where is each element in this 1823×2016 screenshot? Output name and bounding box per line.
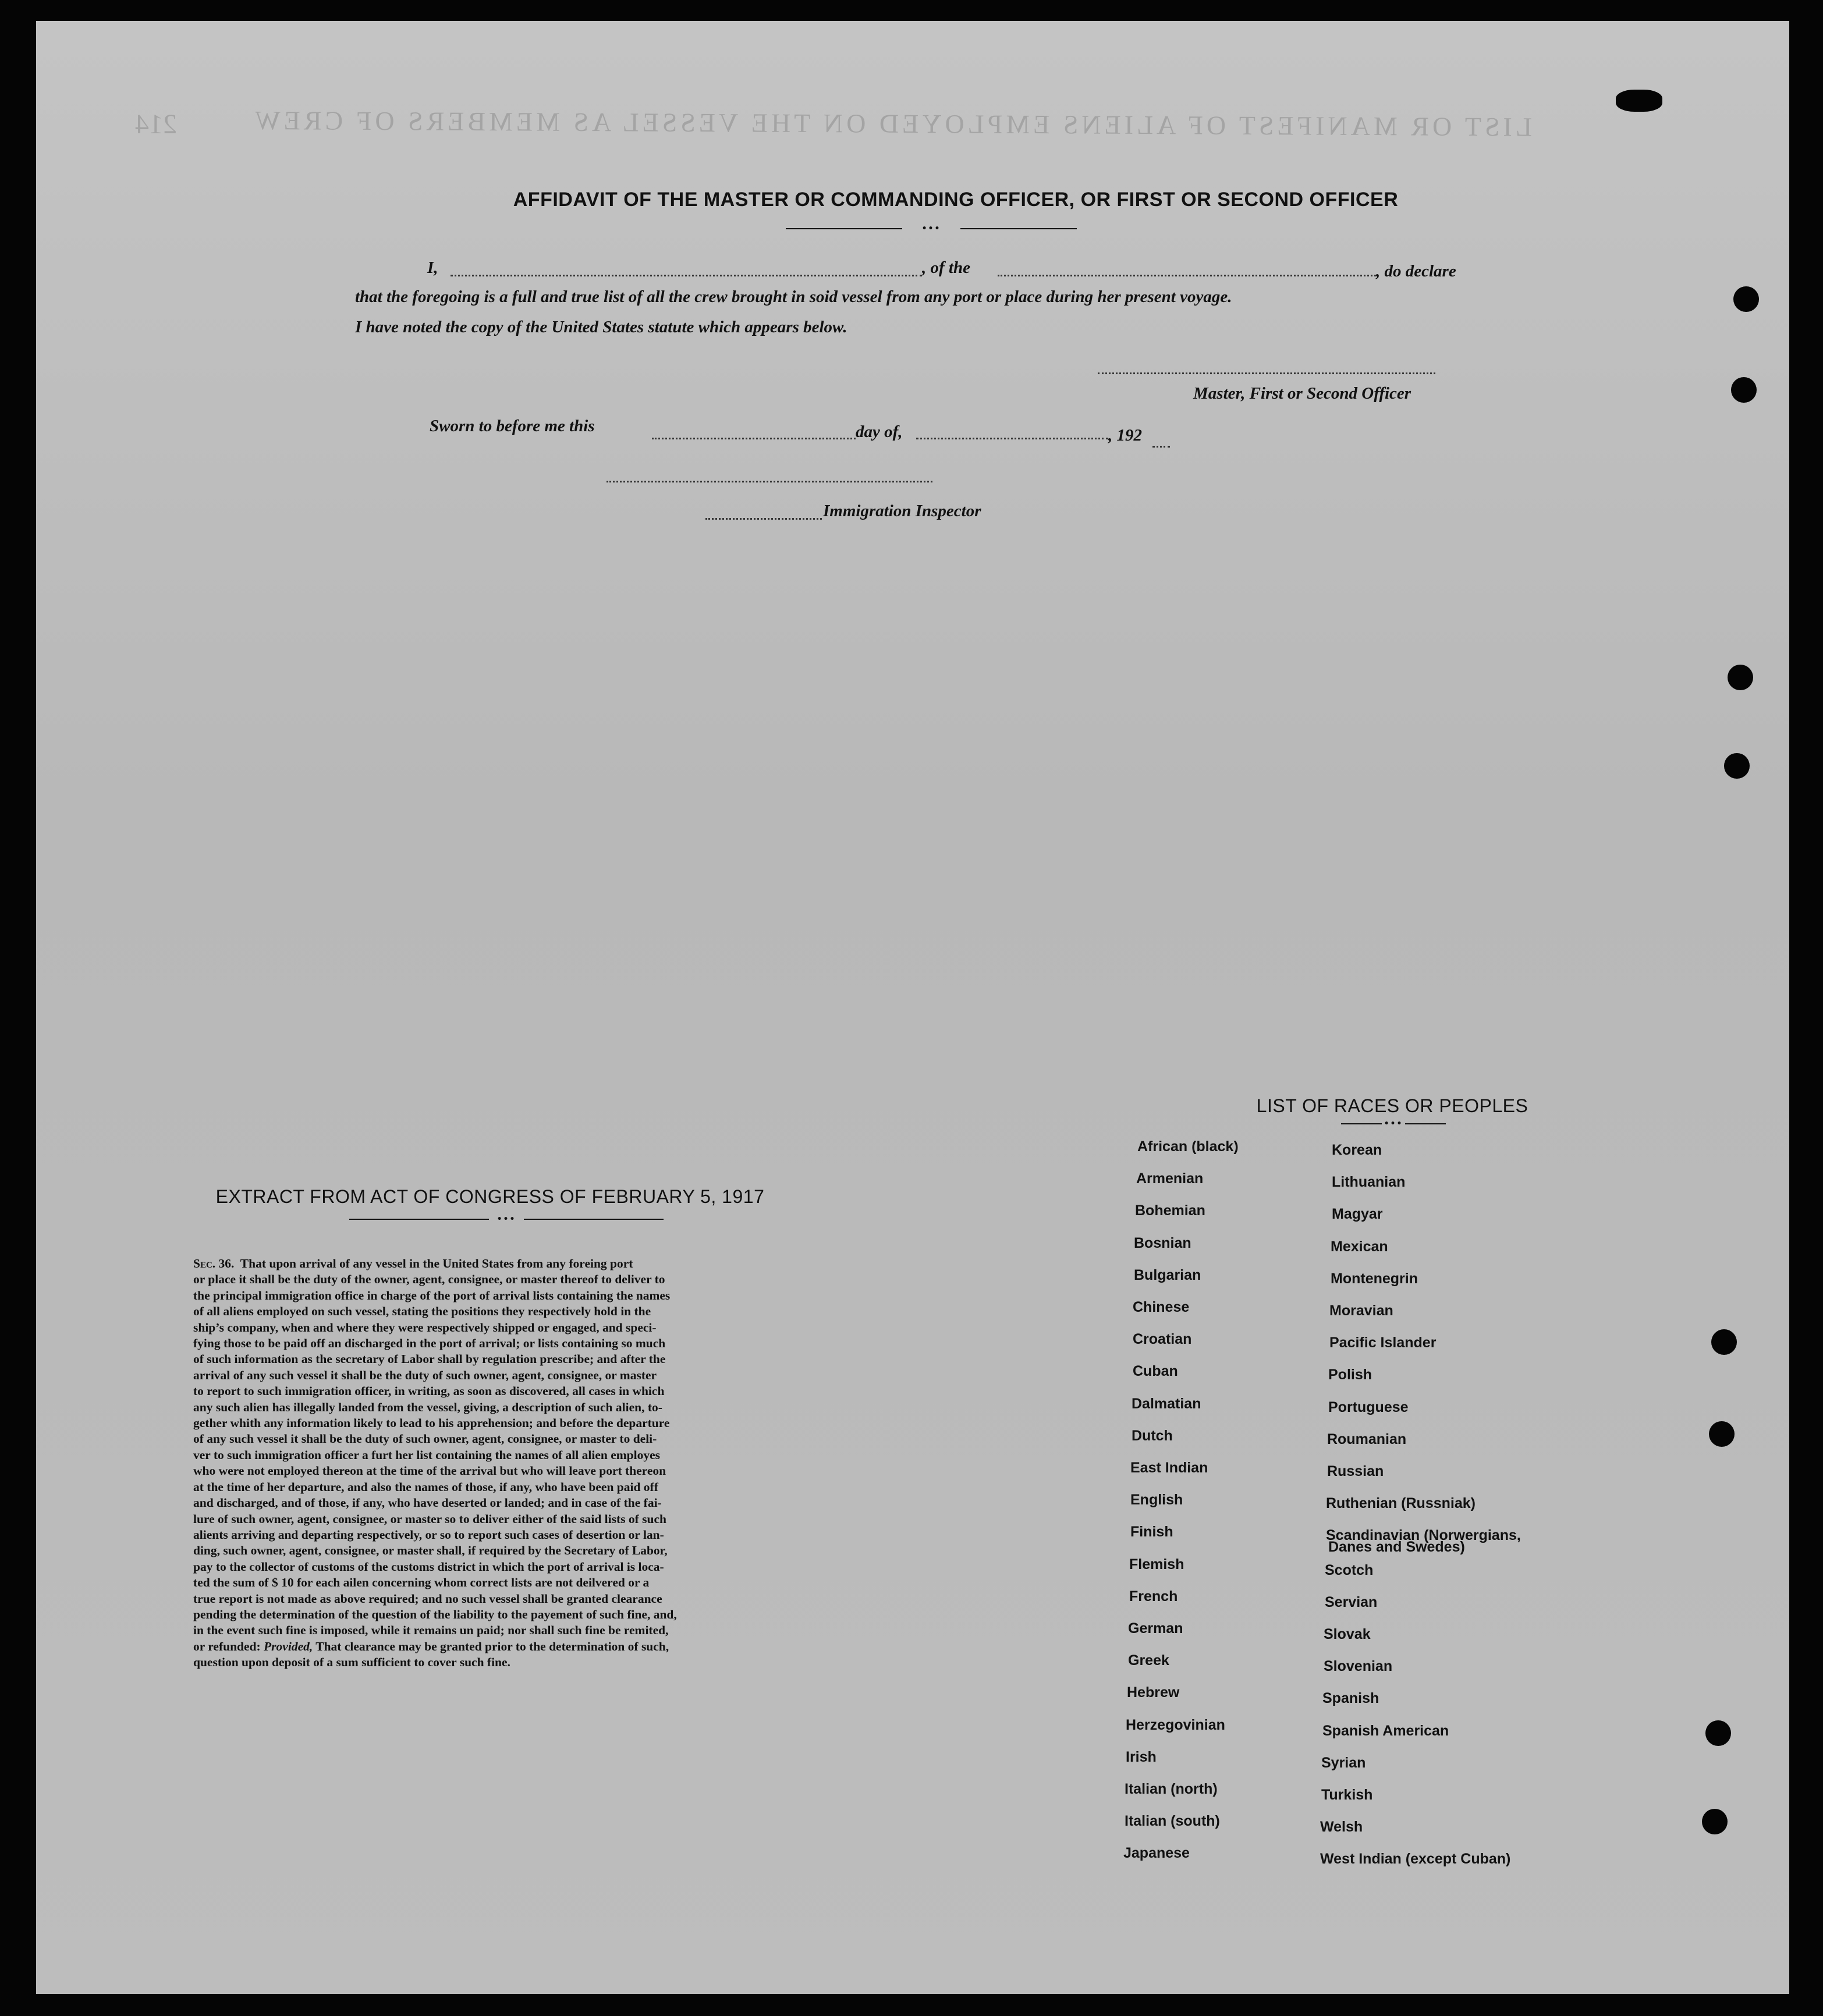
race-item: Greek	[1128, 1652, 1169, 1669]
extract-line: arrival of any such vessel it shall be the duty of such owner, agent, consignee, or master	[193, 1368, 657, 1382]
affidavit-i-label: I,	[427, 258, 438, 277]
inspector-name-field	[705, 518, 822, 520]
extract-line: of any such vessel it shall be the duty of such owner, agent, consignee, or master to deli-	[193, 1432, 657, 1446]
inspector-label: Immigration Inspector	[823, 502, 981, 520]
extract-line: and discharged, and of those, if any, who have deserted or landed; and in case of the fai-	[193, 1496, 662, 1510]
title-divider: •••	[786, 225, 1077, 233]
extract-line: lure of such owner, agent, consignee, or master so to deliver either of the said lists of such	[193, 1511, 666, 1526]
race-item: Italian (north)	[1125, 1781, 1218, 1797]
race-item: Irish	[1126, 1749, 1157, 1765]
bleed-through-header: LIST OR MANIFEST OF ALIENS EMPLOYED ON THE VESSEL AS MEMBERS OF CREW	[251, 105, 1533, 142]
race-item: Polish	[1328, 1367, 1372, 1383]
signature-label: Master, First or Second Officer	[1193, 384, 1411, 403]
race-item: Flemish	[1129, 1556, 1184, 1573]
year-label: , 192	[1108, 426, 1142, 445]
race-item: West Indian (except Cuban)	[1320, 1851, 1511, 1867]
race-item: Roumanian	[1327, 1431, 1407, 1447]
extract-body	[193, 1256, 866, 1671]
race-item: Croatian	[1133, 1331, 1192, 1347]
race-item: Bosnian	[1134, 1235, 1191, 1251]
punch-hole	[1724, 753, 1750, 779]
race-item: Montenegrin	[1331, 1270, 1418, 1287]
race-item: German	[1128, 1620, 1183, 1637]
year-field	[1152, 446, 1170, 448]
race-item: Slovak	[1324, 1626, 1371, 1642]
vessel-name-field	[998, 275, 1376, 276]
race-item: Hebrew	[1127, 1684, 1180, 1701]
race-item: Herzegovinian	[1126, 1717, 1225, 1733]
ink-blot	[1616, 90, 1662, 112]
punch-hole	[1711, 1329, 1737, 1355]
race-item: Chinese	[1133, 1299, 1190, 1315]
extract-line: ver to such immigration officer a furt her list containing the names of all alien employes	[193, 1447, 660, 1462]
document-page	[36, 21, 1789, 1994]
race-item: Syrian	[1321, 1755, 1366, 1771]
punch-hole	[1705, 1720, 1731, 1746]
race-item: Italian (south)	[1125, 1813, 1220, 1829]
master-name-field	[451, 275, 922, 276]
race-item: Armenian	[1136, 1170, 1204, 1187]
extract-line: question upon deposit of a sum sufficient to cover such fine.	[193, 1655, 510, 1670]
extract-line: gether whith any information likely to lead to his apprehension; and before the departure	[193, 1416, 670, 1431]
day-of-label: day of,	[856, 423, 903, 441]
extract-line: pending the determination of the question of the liability to the payement of such fine, and,	[193, 1607, 677, 1621]
signature-line	[1098, 372, 1435, 374]
race-item: Spanish American	[1322, 1723, 1449, 1739]
punch-hole	[1702, 1809, 1728, 1834]
extract-line: any such alien has illegally landed from the vessel, giving, a description of such alien, to-	[193, 1400, 662, 1414]
race-item: Lithuanian	[1332, 1174, 1406, 1190]
extract-line: or place it shall be the duty of the owner, agent, consignee, or master thereof to deliver to	[193, 1272, 665, 1287]
extract-divider: •••	[349, 1215, 664, 1223]
extract-line: true report is not made as above required; and no such vessel shall be granted clearance	[193, 1591, 662, 1606]
race-item: Magyar	[1332, 1206, 1383, 1222]
bleed-through-page-number: 214	[135, 109, 177, 140]
race-item: Japanese	[1123, 1845, 1190, 1861]
race-item: French	[1129, 1588, 1178, 1605]
race-item: Korean	[1332, 1142, 1382, 1158]
affidavit-line-3: I have noted the copy of the United States statute which appears below.	[355, 318, 847, 336]
do-declare-label: , do declare	[1376, 262, 1456, 281]
extract-title: EXTRACT FROM ACT OF CONGRESS OF FEBRUARY 5, 1917	[215, 1186, 765, 1207]
extract-line: of all aliens employed on such vessel, stating the positions they respectively hold in the	[193, 1304, 651, 1319]
race-item: Scandinavian (Norwergians,	[1326, 1527, 1521, 1543]
affidavit-title: AFFIDAVIT OF THE MASTER OR COMMANDING OFFICER, OR FIRST OR SECOND OFFICER	[513, 189, 1399, 211]
section-label: Sec. 36.	[193, 1257, 235, 1270]
race-item: Mexican	[1331, 1238, 1388, 1255]
extract-line: ship’s company, when and where they were respectively shipped or engaged, and speci-	[193, 1320, 657, 1334]
race-item: Portuguese	[1328, 1399, 1409, 1415]
extract-line: the principal immigration office in charge of the port of arrival lists containing the names	[193, 1288, 671, 1302]
race-item: Slovenian	[1324, 1658, 1393, 1674]
sworn-month-field	[916, 438, 1108, 439]
inspector-signature-line	[607, 481, 932, 482]
race-item: Bohemian	[1135, 1202, 1205, 1219]
extract-line: who were not employed thereon at the time of the arrival but who will leave port thereon	[193, 1464, 666, 1478]
extract-line: ted the sum of $ 10 for each ailen concerning whom correct lists are not deilvered or a	[193, 1575, 650, 1590]
of-the-label: , of the	[922, 258, 970, 277]
race-item: Spanish	[1322, 1690, 1379, 1706]
race-item: Welsh	[1320, 1819, 1363, 1835]
sworn-label: Sworn to before me this	[430, 417, 595, 435]
races-title: LIST OF RACES OR PEOPLES	[1256, 1095, 1528, 1116]
provided-word: Provided,	[264, 1639, 313, 1653]
punch-hole	[1731, 377, 1757, 403]
extract-line: of such information as the secretary of Labor shall by regulation prescribe; and after the	[193, 1352, 666, 1367]
race-item: Turkish	[1321, 1787, 1373, 1803]
race-item: Cuban	[1133, 1363, 1178, 1379]
race-item: Pacific Islander	[1329, 1334, 1437, 1351]
extract-line: at the time of her departure, and also the names of those, if any, who have been paid off	[193, 1479, 658, 1494]
extract-line: Sec. 36. That upon arrival of any vessel in the United States from any foreing port	[193, 1257, 633, 1270]
race-item: East Indian	[1130, 1460, 1208, 1476]
extract-line: or refunded: Provided, That clearance may be granted prior to the determination of such,	[193, 1639, 669, 1653]
extract-line: to report to such immigration officer, in writing, as soon as discovered, all cases in which	[193, 1384, 665, 1399]
extract-line: pay to the collector of customs of the customs district in which the port of arrival is loca-	[193, 1559, 664, 1574]
punch-hole	[1728, 665, 1753, 690]
race-item: Dutch	[1132, 1428, 1173, 1444]
race-scandinavian-continuation: Danes and Swedes)	[1328, 1539, 1465, 1555]
race-item: English	[1130, 1492, 1183, 1508]
affidavit-line-2: that the foregoing is a full and true list of all the crew brought in soid vessel from any port or place during her present voyage.	[355, 288, 1232, 306]
punch-hole	[1709, 1421, 1735, 1447]
extract-line: alients arriving and departing respectively, or so to report such cases of desertion or lan-	[193, 1527, 664, 1542]
extract-line: fying those to be paid off an discharged in the port of arrival; or lists containing so much	[193, 1336, 666, 1351]
race-item: Scotch	[1325, 1562, 1374, 1578]
race-item: Dalmatian	[1132, 1396, 1201, 1412]
races-divider: •••	[1341, 1120, 1446, 1128]
race-item: African (black)	[1137, 1138, 1239, 1155]
race-item: Finish	[1130, 1524, 1173, 1540]
race-item: Bulgarian	[1134, 1267, 1201, 1283]
race-item: Moravian	[1329, 1302, 1393, 1319]
extract-line: in the event such fine is imposed, while it remains un paid; nor shall such fine be remited,	[193, 1623, 669, 1638]
race-item: Ruthenian (Russniak)	[1326, 1495, 1476, 1511]
race-item: Russian	[1327, 1463, 1384, 1479]
race-item: Servian	[1325, 1594, 1378, 1610]
punch-hole	[1733, 286, 1759, 312]
extract-line: ding, such owner, agent, consignee, or master shall, if required by the Secretary of Labor,	[193, 1543, 668, 1558]
sworn-day-field	[652, 438, 856, 439]
